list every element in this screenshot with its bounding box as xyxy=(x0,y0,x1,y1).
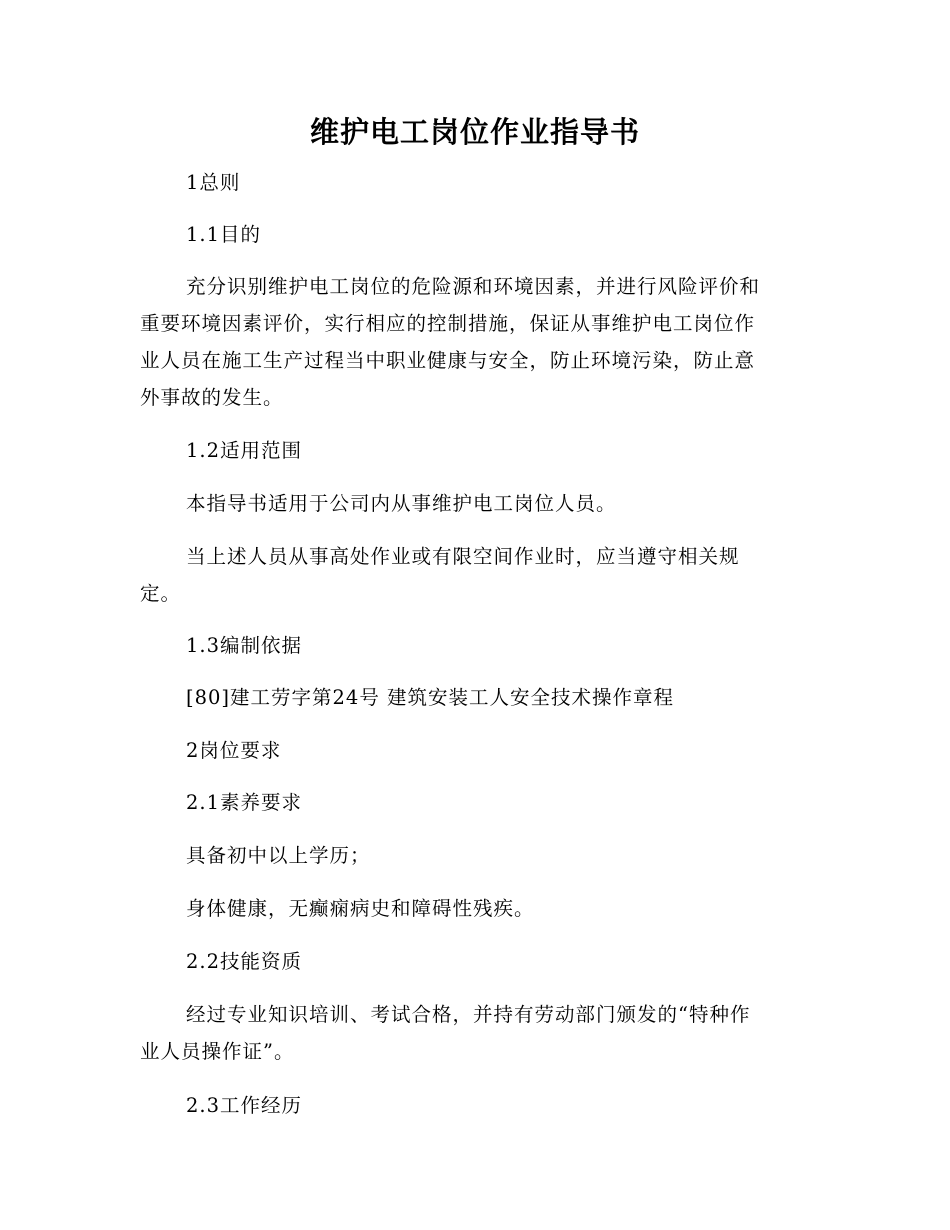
paragraph-purpose xyxy=(140,268,800,416)
paragraph-line: 经过专业知识培训、考试合格，并持有劳动部门颁发的“特种作 xyxy=(186,1003,751,1026)
heading-basis-text: 1.3编制依据 xyxy=(186,634,303,657)
heading-scope-text: 1.2适用范围 xyxy=(186,439,303,462)
heading-scope xyxy=(140,432,800,469)
heading-skill-qualification xyxy=(140,943,800,980)
paragraph-line: 业人员操作证”。 xyxy=(140,1040,295,1063)
heading-general-text: 1总则 xyxy=(186,171,241,194)
paragraph-line: 当上述人员从事高处作业或有限空间作业时，应当遵守相关规 xyxy=(186,545,740,568)
heading-skill-qualification-text: 2.2技能资质 xyxy=(186,950,303,973)
heading-post-requirements-text: 2岗位要求 xyxy=(186,739,282,762)
paragraph-requirement-1-text: 具备初中以上学历； xyxy=(186,844,371,867)
paragraph-scope-2 xyxy=(140,538,800,612)
paragraph-basis xyxy=(140,679,800,716)
heading-post-requirements xyxy=(140,732,800,769)
paragraph-requirement-2 xyxy=(140,890,800,927)
heading-quality-requirements xyxy=(140,784,800,821)
document-title: 维护电工岗位作业指导书 xyxy=(309,115,640,149)
paragraph-requirement-1 xyxy=(140,837,800,874)
heading-basis xyxy=(140,627,800,664)
paragraph-line: 充分识别维护电工岗位的危险源和环境因素，并进行风险评价和 xyxy=(186,275,761,298)
paragraph-scope-1-text: 本指导书适用于公司内从事维护电工岗位人员。 xyxy=(186,492,617,515)
paragraph-scope-1 xyxy=(140,485,800,522)
heading-general xyxy=(140,164,800,201)
heading-work-experience xyxy=(140,1087,800,1124)
paragraph-line: 外事故的发生。 xyxy=(140,386,284,409)
paragraph-line: 重要环境因素评价，实行相应的控制措施，保证从事维护电工岗位作 xyxy=(140,312,756,335)
paragraph-line: 定。 xyxy=(140,582,182,605)
heading-quality-requirements-text: 2.1素养要求 xyxy=(186,791,303,814)
heading-purpose-text: 1.1目的 xyxy=(186,223,262,246)
paragraph-skill xyxy=(140,996,800,1070)
heading-purpose xyxy=(140,216,800,253)
heading-work-experience-text: 2.3工作经历 xyxy=(186,1094,303,1117)
paragraph-requirement-2-text: 身体健康，无癫痫病史和障碍性残疾。 xyxy=(186,897,535,920)
paragraph-line: 业人员在施工生产过程当中职业健康与安全，防止环境污染，防止意 xyxy=(140,349,756,372)
paragraph-basis-text: [80]建工劳字第24号 建筑安装工人安全技术操作章程 xyxy=(186,686,675,709)
